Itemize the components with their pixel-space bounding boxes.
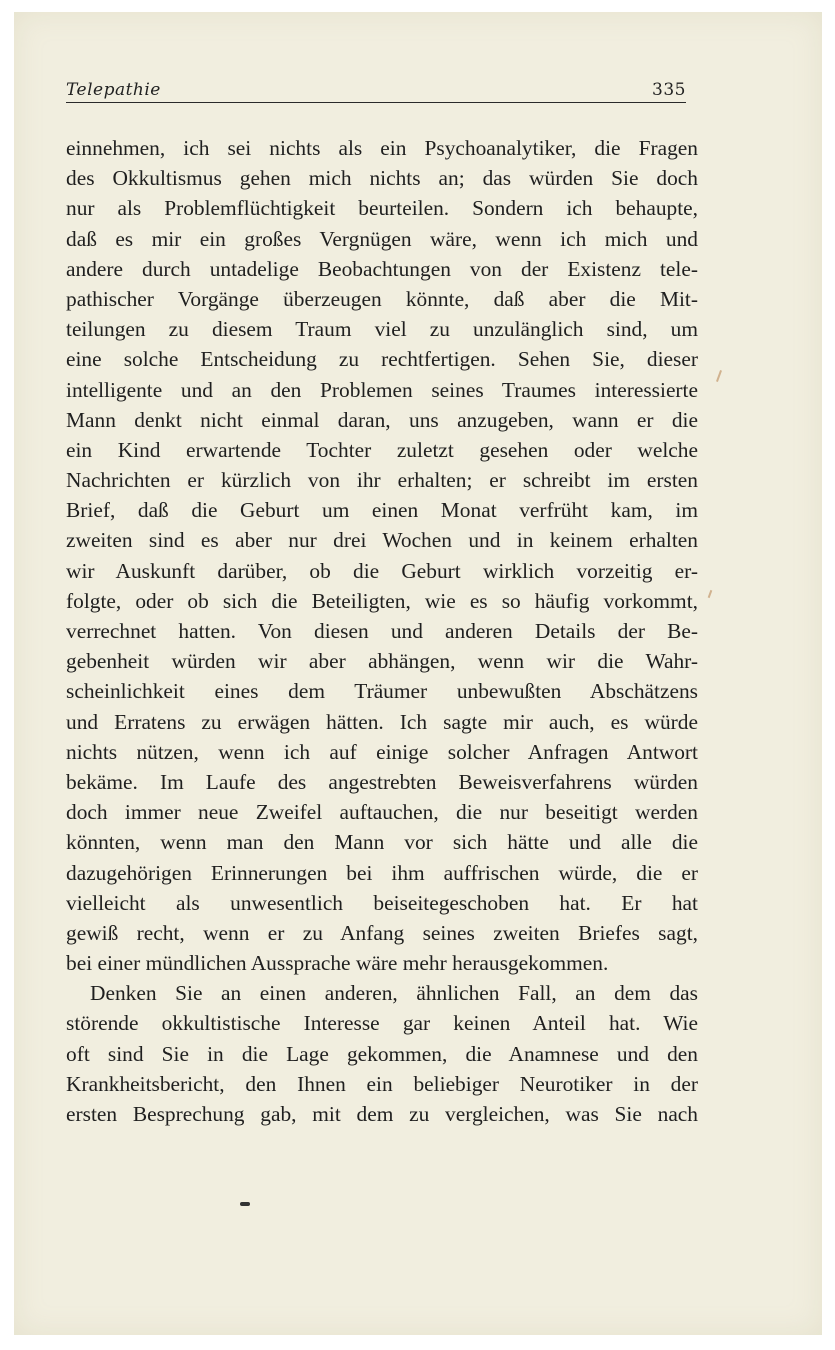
text-line: Brief, daß die Geburt um einen Monat verfrüht kam, im — [66, 498, 698, 523]
text-line: teilungen zu diesem Traum viel zu unzulänglich sind, um — [66, 317, 698, 342]
text-line: könnten, wenn man den Mann vor sich hätte und alle die — [66, 830, 698, 855]
running-head — [66, 80, 686, 103]
text-line: intelligente und an den Problemen seines Traumes interessierte — [66, 377, 698, 402]
text-line: nur als Problemflüchtigkeit beurteilen. Sondern ich behaupte, — [66, 196, 698, 221]
text-line: ein Kind erwartende Tochter zuletzt gesehen oder welche — [66, 437, 698, 462]
text-line: andere durch untadelige Beobachtungen von der Existenz tele- — [66, 256, 698, 281]
text-line: des Okkultismus gehen mich nichts an; das würden Sie doch — [66, 166, 698, 191]
text-line: oft sind Sie in die Lage gekommen, die Anamnese und den — [66, 1041, 698, 1066]
text-line: eine solche Entscheidung zu rechtfertigen. Sehen Sie, dieser — [66, 347, 698, 372]
text-line: scheinlichkeit eines dem Träumer unbewußten Abschätzens — [66, 679, 698, 704]
text-line: störende okkultistische Interesse gar keinen Anteil hat. Wie — [66, 1011, 698, 1036]
body-text — [66, 133, 698, 1129]
text-line: Krankheitsbericht, den Ihnen ein beliebiger Neurotiker in der — [66, 1071, 698, 1096]
text-line: Mann denkt nicht einmal daran, uns anzugeben, wann er die — [66, 407, 698, 432]
text-line: wir Auskunft darüber, ob die Geburt wirklich vorzeitig er- — [66, 558, 698, 583]
text-line: bekäme. Im Laufe des angestrebten Beweisverfahrens würden — [66, 769, 698, 794]
ink-smudge — [240, 1202, 250, 1206]
text-line: zweiten sind es aber nur drei Wochen und in keinem erhalten — [66, 528, 698, 553]
text-line: pathischer Vorgänge überzeugen könnte, daß aber die Mit- — [66, 286, 698, 311]
page-number: 335 — [652, 80, 686, 100]
text-line: Nachrichten er kürzlich von ihr erhalten; er schreibt im ersten — [66, 468, 698, 493]
text-line: ersten Besprechung gab, mit dem zu vergleichen, was Sie nach — [66, 1102, 698, 1126]
text-line: verrechnet hatten. Von diesen und anderen Details der Be- — [66, 619, 698, 643]
text-line: daß es mir ein großes Vergnügen wäre, wenn ich mich und — [66, 226, 698, 251]
text-line: nichts nützen, wenn ich auf einige solcher Anfragen Antwort — [66, 739, 698, 764]
text-line: und Erratens zu erwägen hätten. Ich sagte mir auch, es würde — [66, 709, 698, 734]
text-line: einnehmen, ich sei nichts als ein Psychoanalytiker, die Fragen — [66, 136, 698, 160]
text-line: doch immer neue Zweifel auftauchen, die nur beseitigt werden — [66, 800, 698, 825]
text-line: gebenheit würden wir aber abhängen, wenn wir die Wahr- — [66, 649, 698, 674]
text-line: folgte, oder ob sich die Beteiligten, wie es so häufig vorkommt, — [66, 588, 698, 613]
text-line: gewiß recht, wenn er zu Anfang seines zweiten Briefes sagt, — [66, 920, 698, 945]
text-line: bei einer mündlichen Aussprache wäre mehr herausgekommen. — [66, 951, 609, 976]
text-line: dazugehörigen Erinnerungen bei ihm auffrischen würde, die er — [66, 860, 698, 885]
text-line: Denken Sie an einen anderen, ähnlichen Fall, an dem das — [90, 981, 698, 1006]
text-line: vielleicht als unwesentlich beiseitegeschoben hat. Er hat — [66, 890, 698, 915]
running-head-title: Telepathie — [66, 80, 161, 100]
